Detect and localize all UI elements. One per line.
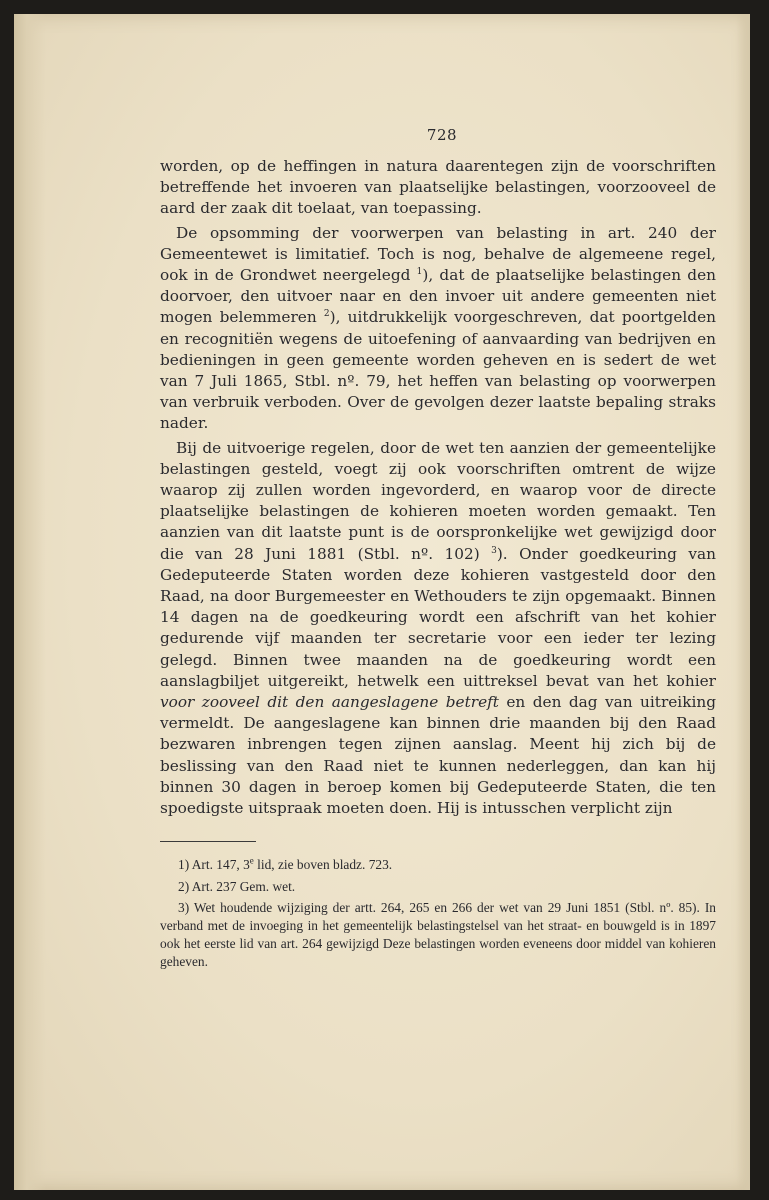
italic-text: voor zooveel dit den aangeslagene betreft: [160, 693, 499, 712]
page-edge: [736, 14, 750, 1190]
page-number: 728: [426, 126, 458, 144]
footnotes: [160, 856, 716, 971]
text-run: ), uitdrukkelijk voorgeschreven, dat poortgelden en recognitiën wegens de uitoefening of aanvaarding van bedrijven en bedieningen in geen gemeente worden geheven en is sedert de wet van 7 Juli 1865, Stbl. nº. 79, het heffen van belasting op voorwerpen van verbruik verboden. Over de gevolgen dezer laatste bepaling straks nader.: [160, 308, 716, 433]
footnote: [160, 878, 716, 896]
text-run: en den dag van uitreiking vermeldt. De aangeslagene kan binnen drie maanden bij den Raad bezwaren inbrengen tegen zijnen aanslag. Meent hij zich bij de beslissing van den Raad niet te kunnen nederleggen, dan kan hij binnen 30 dagen in beroep komen bij Gedeputeerde Staten, die ten spoedigste uitspraak moeten doen. Hij is intusschen verplicht zijn: [160, 693, 717, 818]
text-run: De opsomming der voorwerpen van belasting in art. 240 der Gemeentewet is limitatief. Toch is nog, behalve de algemeene regel, ook in de Grondwet neergelegd: [160, 223, 716, 285]
text-run: ), dat de plaatselijke belastingen den doorvoer, den uitvoer naar en den invoer uit andere gemeenten niet mogen belemmeren: [160, 266, 716, 327]
text-run: lid, zie boven bladz. 723.: [253, 857, 393, 873]
text-run: 2) Art. 237 Gem. wet.: [178, 878, 296, 894]
text-run: ). Onder goedkeuring van Gedeputeerde Staten worden deze kohieren vastgesteld door den Raad, na door Burgemeester en Wethouders te zijn opgemaakt. Binnen 14 dagen na de goedkeuring wordt een afschrift van het kohier gedurende vijf maanden ter secretarie voor een ieder ter lezing gelegd. Binnen twee maanden na de goedkeuring wordt een aanslagbiljet uitgereikt, hetwelk een uittreksel bevat van het kohier: [160, 544, 716, 690]
page-gutter: [14, 14, 46, 1190]
paragraph: [160, 156, 716, 220]
body-text: [160, 156, 716, 819]
note-reference: e: [249, 855, 254, 866]
paragraph: [160, 223, 716, 435]
text-run: 3) Wet houdende wijziging der artt. 264, 265 en 266 der wet van 29 Juni 1851 (Stbl. nº. 85). In verband met de invoeging in het gemeentelijk belastingstelsel van het straat- en bouwgeld is in 1897 ook het eerste lid van art. 264 gewijzigd Deze belastingen worden eveneens door middel van kohieren geheven.: [160, 899, 716, 970]
footnote: [160, 856, 716, 874]
note-reference: 2: [323, 309, 330, 320]
paragraph: [160, 438, 716, 820]
book-page: [14, 14, 750, 1190]
text-block: [160, 126, 716, 975]
text-run: Bij de uitvoerige regelen, door de wet ten aanzien der gemeentelijke belastingen gesteld, voegt zij ook voorschriften omtrent de wijze waarop zij zullen worden ingevorderd, en waarop voor de directe plaatselijke belastingen de kohieren moeten worden gemaakt. Ten aanzien van dit laatste punt is de oorspronkelijke wet gewijzigd door die van 28 Juni 1881 (Stbl. nº. 102): [160, 438, 716, 563]
text-run: 1) Art. 147, 3: [178, 857, 250, 873]
footnote-divider: [160, 841, 256, 842]
text-run: worden, op de heffingen in natura daarentegen zijn de voorschriften betreffende het invoeren van plaatselijke belastingen, voorzooveel de aard der zaak dit toelaat, van toepassing.: [160, 157, 716, 218]
note-reference: 3: [491, 545, 497, 556]
note-reference: 1: [416, 266, 423, 277]
footnote: [160, 899, 716, 972]
